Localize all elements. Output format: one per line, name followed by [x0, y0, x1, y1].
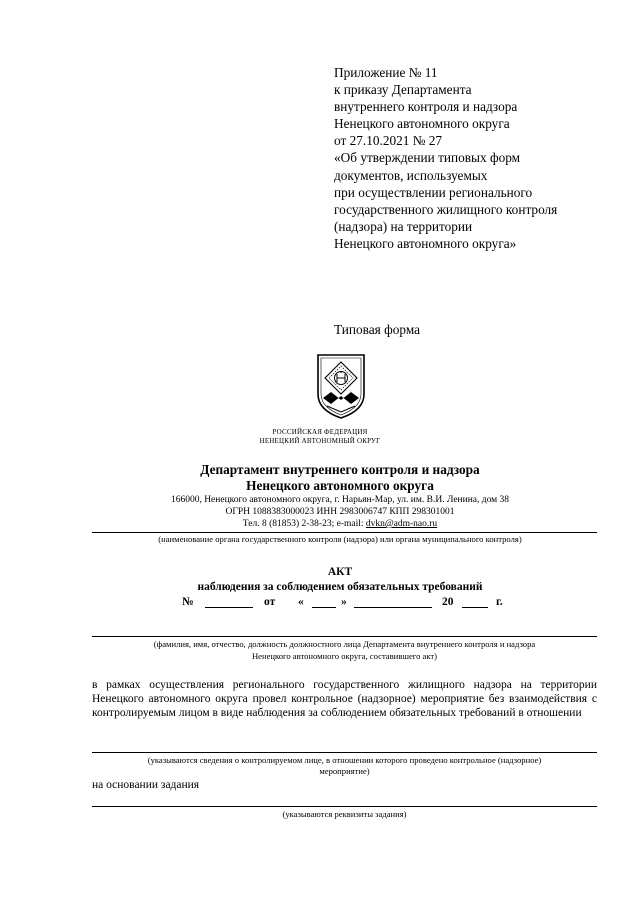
day-blank[interactable]: [312, 607, 336, 608]
federation-line: РОССИЙСКАЯ ФЕДЕРАЦИЯ: [272, 428, 368, 436]
basis-blank-line[interactable]: [92, 806, 597, 807]
year-suffix: г.: [496, 596, 503, 608]
appendix-line: Приложение № 11: [334, 65, 438, 80]
appendix-line: от 27.10.2021 № 27: [334, 133, 443, 149]
appendix-line: государственного жилищного контроля: [334, 201, 558, 217]
official-caption-2: Ненецкого автономного округа, составившего акт): [251, 651, 438, 661]
from-word: от: [264, 596, 276, 608]
number-sign: №: [182, 596, 194, 608]
year-prefix: 20: [442, 596, 454, 608]
appendix-line: документов, используемых: [334, 167, 488, 183]
controlled-entity-blank-line[interactable]: [92, 752, 597, 753]
quote-open: «: [298, 596, 304, 608]
basis-label: на основании задания: [92, 779, 200, 791]
basis-caption: (указываются реквизиты задания): [282, 809, 407, 819]
region-line: НЕНЕЦКИЙ АВТОНОМНЫЙ ОКРУГ: [259, 437, 381, 445]
act-title: АКТ: [327, 566, 353, 578]
appendix-line: Ненецкого автономного округа: [334, 116, 510, 132]
appendix-block: [334, 64, 614, 252]
appendix-line: Ненецкого автономного округа»: [334, 235, 517, 251]
act-number-date: [180, 595, 520, 609]
year-blank[interactable]: [462, 607, 488, 608]
official-caption-1: (фамилия, имя, отчество, должность должностного лица Департамента внутреннего контроля и надзора: [153, 639, 536, 649]
act-subtitle: наблюдения за соблюдением обязательных требований: [197, 581, 483, 593]
appendix-line: (надзора) на территории: [334, 218, 473, 234]
email-link[interactable]: dvkn@adm-nao.ru: [365, 519, 438, 529]
type-form-label: Типовая форма: [334, 322, 421, 337]
department-region: Ненецкого автономного округа: [246, 478, 434, 493]
coat-of-arms-icon: [313, 352, 369, 420]
month-blank[interactable]: [354, 607, 432, 608]
header-divider: [92, 532, 597, 533]
department-name: Департамент внутреннего контроля и надзора: [200, 462, 480, 477]
organ-caption: (наименование органа государственного контроля (надзора) или органа муниципального контроля): [158, 534, 522, 544]
controlled-caption-2: мероприятие): [319, 766, 370, 776]
department-address: 166000, Ненецкого автономного округа, г. Нарьян-Мар, ул. им. В.И. Ленина, дом 38: [170, 495, 510, 505]
act-number-blank[interactable]: [205, 607, 253, 608]
appendix-line: при осуществлении регионального: [334, 184, 533, 200]
appendix-line: «Об утверждении типовых форм: [334, 150, 521, 166]
official-blank-line[interactable]: [92, 636, 597, 637]
body-paragraph: в рамках осуществления регионального государственного жилищного надзора на территории Ненецкого автономного округа провел контрольное (надзорное) мероприятие без взаимодействия с контролируемым лицом в виде наблюдения за соблюдением обязательных требований в отношении: [92, 679, 597, 719]
department-ogrn: ОГРН 1088383000023 ИНН 2983006747 КПП 298301001: [225, 507, 455, 517]
department-contacts: [60, 519, 620, 530]
controlled-caption-1: (указываются сведения о контролируемом лице, в отношении которого проведено контрольное (надзорное): [147, 755, 542, 765]
appendix-line: внутреннего контроля и надзора: [334, 99, 518, 115]
quote-close: »: [341, 596, 347, 608]
phone-text: Тел. 8 (81853) 2-38-23; e-mail:: [242, 519, 366, 529]
appendix-line: к приказу Департамента: [334, 82, 472, 98]
